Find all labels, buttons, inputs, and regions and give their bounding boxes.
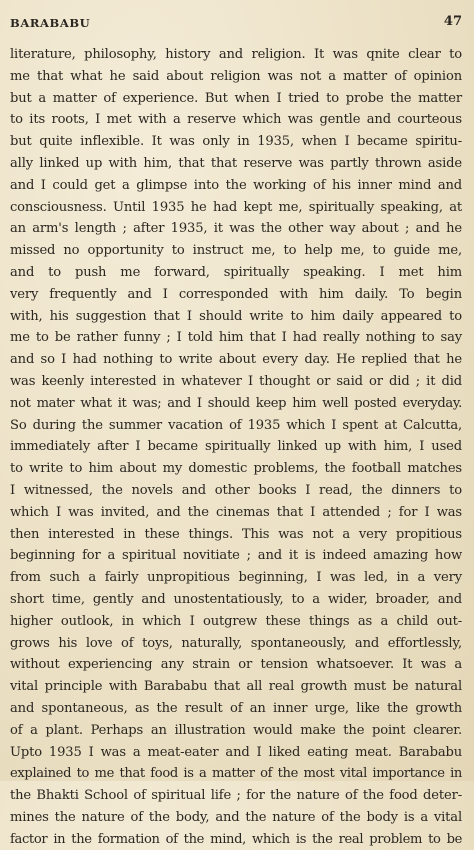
running-head: BARABABU xyxy=(10,16,91,30)
text-line: beginning for a spiritual novitiate ; and it is indeed amazing how xyxy=(10,548,462,564)
text-line: So during the summer vacation of 1935 which I spent at Calcutta, xyxy=(10,417,462,433)
text-line: missed no opportunity to instruct me, to help me, to guide me, xyxy=(10,243,462,259)
text-line: I witnessed, the novels and other books I read, the dinners to xyxy=(10,482,462,498)
text-line: me that what he said about religion was not a matter of opinion xyxy=(10,68,462,84)
text-line: mines the nature of the body, and the nature of the body is a vital xyxy=(10,809,462,825)
text-line: an arm's length ; after 1935, it was the other way about ; and he xyxy=(10,221,462,237)
text-line: but quite inflexible. It was only in 1935, when I became spiritu- xyxy=(10,134,462,150)
text-line: factor in the formation of the mind, which is the real problem to be xyxy=(10,831,462,847)
text-line: and spontaneous, as the result of an inner urge, like the growth xyxy=(10,700,462,716)
text-line: of a plant. Perhaps an illustration would make the point clearer. xyxy=(10,722,462,738)
text-line: and I could get a glimpse into the working of his inner mind and xyxy=(10,177,462,193)
text-line: ally linked up with him, that that reserve was partly thrown aside xyxy=(10,155,462,171)
page-number: 47 xyxy=(443,14,462,29)
text-line: which I was invited, and the cinemas that I attended ; for I was xyxy=(10,504,462,520)
text-line: very frequently and I corresponded with him daily. To begin xyxy=(10,286,462,302)
text-line: literature, philosophy, history and religion. It was qnite clear to xyxy=(10,47,462,62)
text-line: without experiencing any strain or tension whatsoever. It was a xyxy=(10,657,462,673)
text-line: grows his love of toys, naturally, spontaneously, and effortlessly, xyxy=(10,635,462,651)
text-line: to write to him about my domestic problems, the football matches xyxy=(10,461,462,477)
text-line: but a matter of experience. But when I tried to probe the matter xyxy=(10,90,462,106)
text-line: to its roots, I met with a reserve which was gentle and courteous xyxy=(10,112,462,128)
text-line: with, his suggestion that I should write to him daily appeared to xyxy=(10,308,462,324)
text-line: me to be rather funny ; I told him that I had really nothing to say xyxy=(10,330,462,346)
text-line: explained to me that food is a matter of the most vital importance in xyxy=(10,766,462,782)
text-line: the Bhakti School of spiritual life ; for the nature of the food deter- xyxy=(10,788,462,804)
text-line: consciousness. Until 1935 he had kept me, spiritually speaking, at xyxy=(10,199,462,215)
text-line: not mater what it was; and I should keep him well posted everyday. xyxy=(10,395,462,411)
text-line: then interested in these things. This was not a very propitious xyxy=(10,526,462,542)
text-line: immediately after I became spiritually linked up with him, I used xyxy=(10,439,462,455)
text-line: short time, gently and unostentatiously, to a wider, broader, and xyxy=(10,591,462,607)
page-header xyxy=(10,8,462,32)
text-line: vital principle with Barababu that all real growth must be natural xyxy=(10,679,462,695)
text-line: Upto 1935 I was a meat-eater and I liked eating meat. Barababu xyxy=(10,744,462,760)
text-line: and so I had nothing to write about every day. He replied that he xyxy=(10,352,462,368)
text-line: from such a fairly unpropitious beginning, I was led, in a very xyxy=(10,570,462,586)
text-line: was keenly interested in whatever I thought or said or did ; it did xyxy=(10,373,462,389)
text-line: higher outlook, in which I outgrew these things as a child out- xyxy=(10,613,462,629)
body-text xyxy=(10,44,462,850)
text-line: and to push me forward, spiritually speaking. I met him xyxy=(10,264,462,280)
